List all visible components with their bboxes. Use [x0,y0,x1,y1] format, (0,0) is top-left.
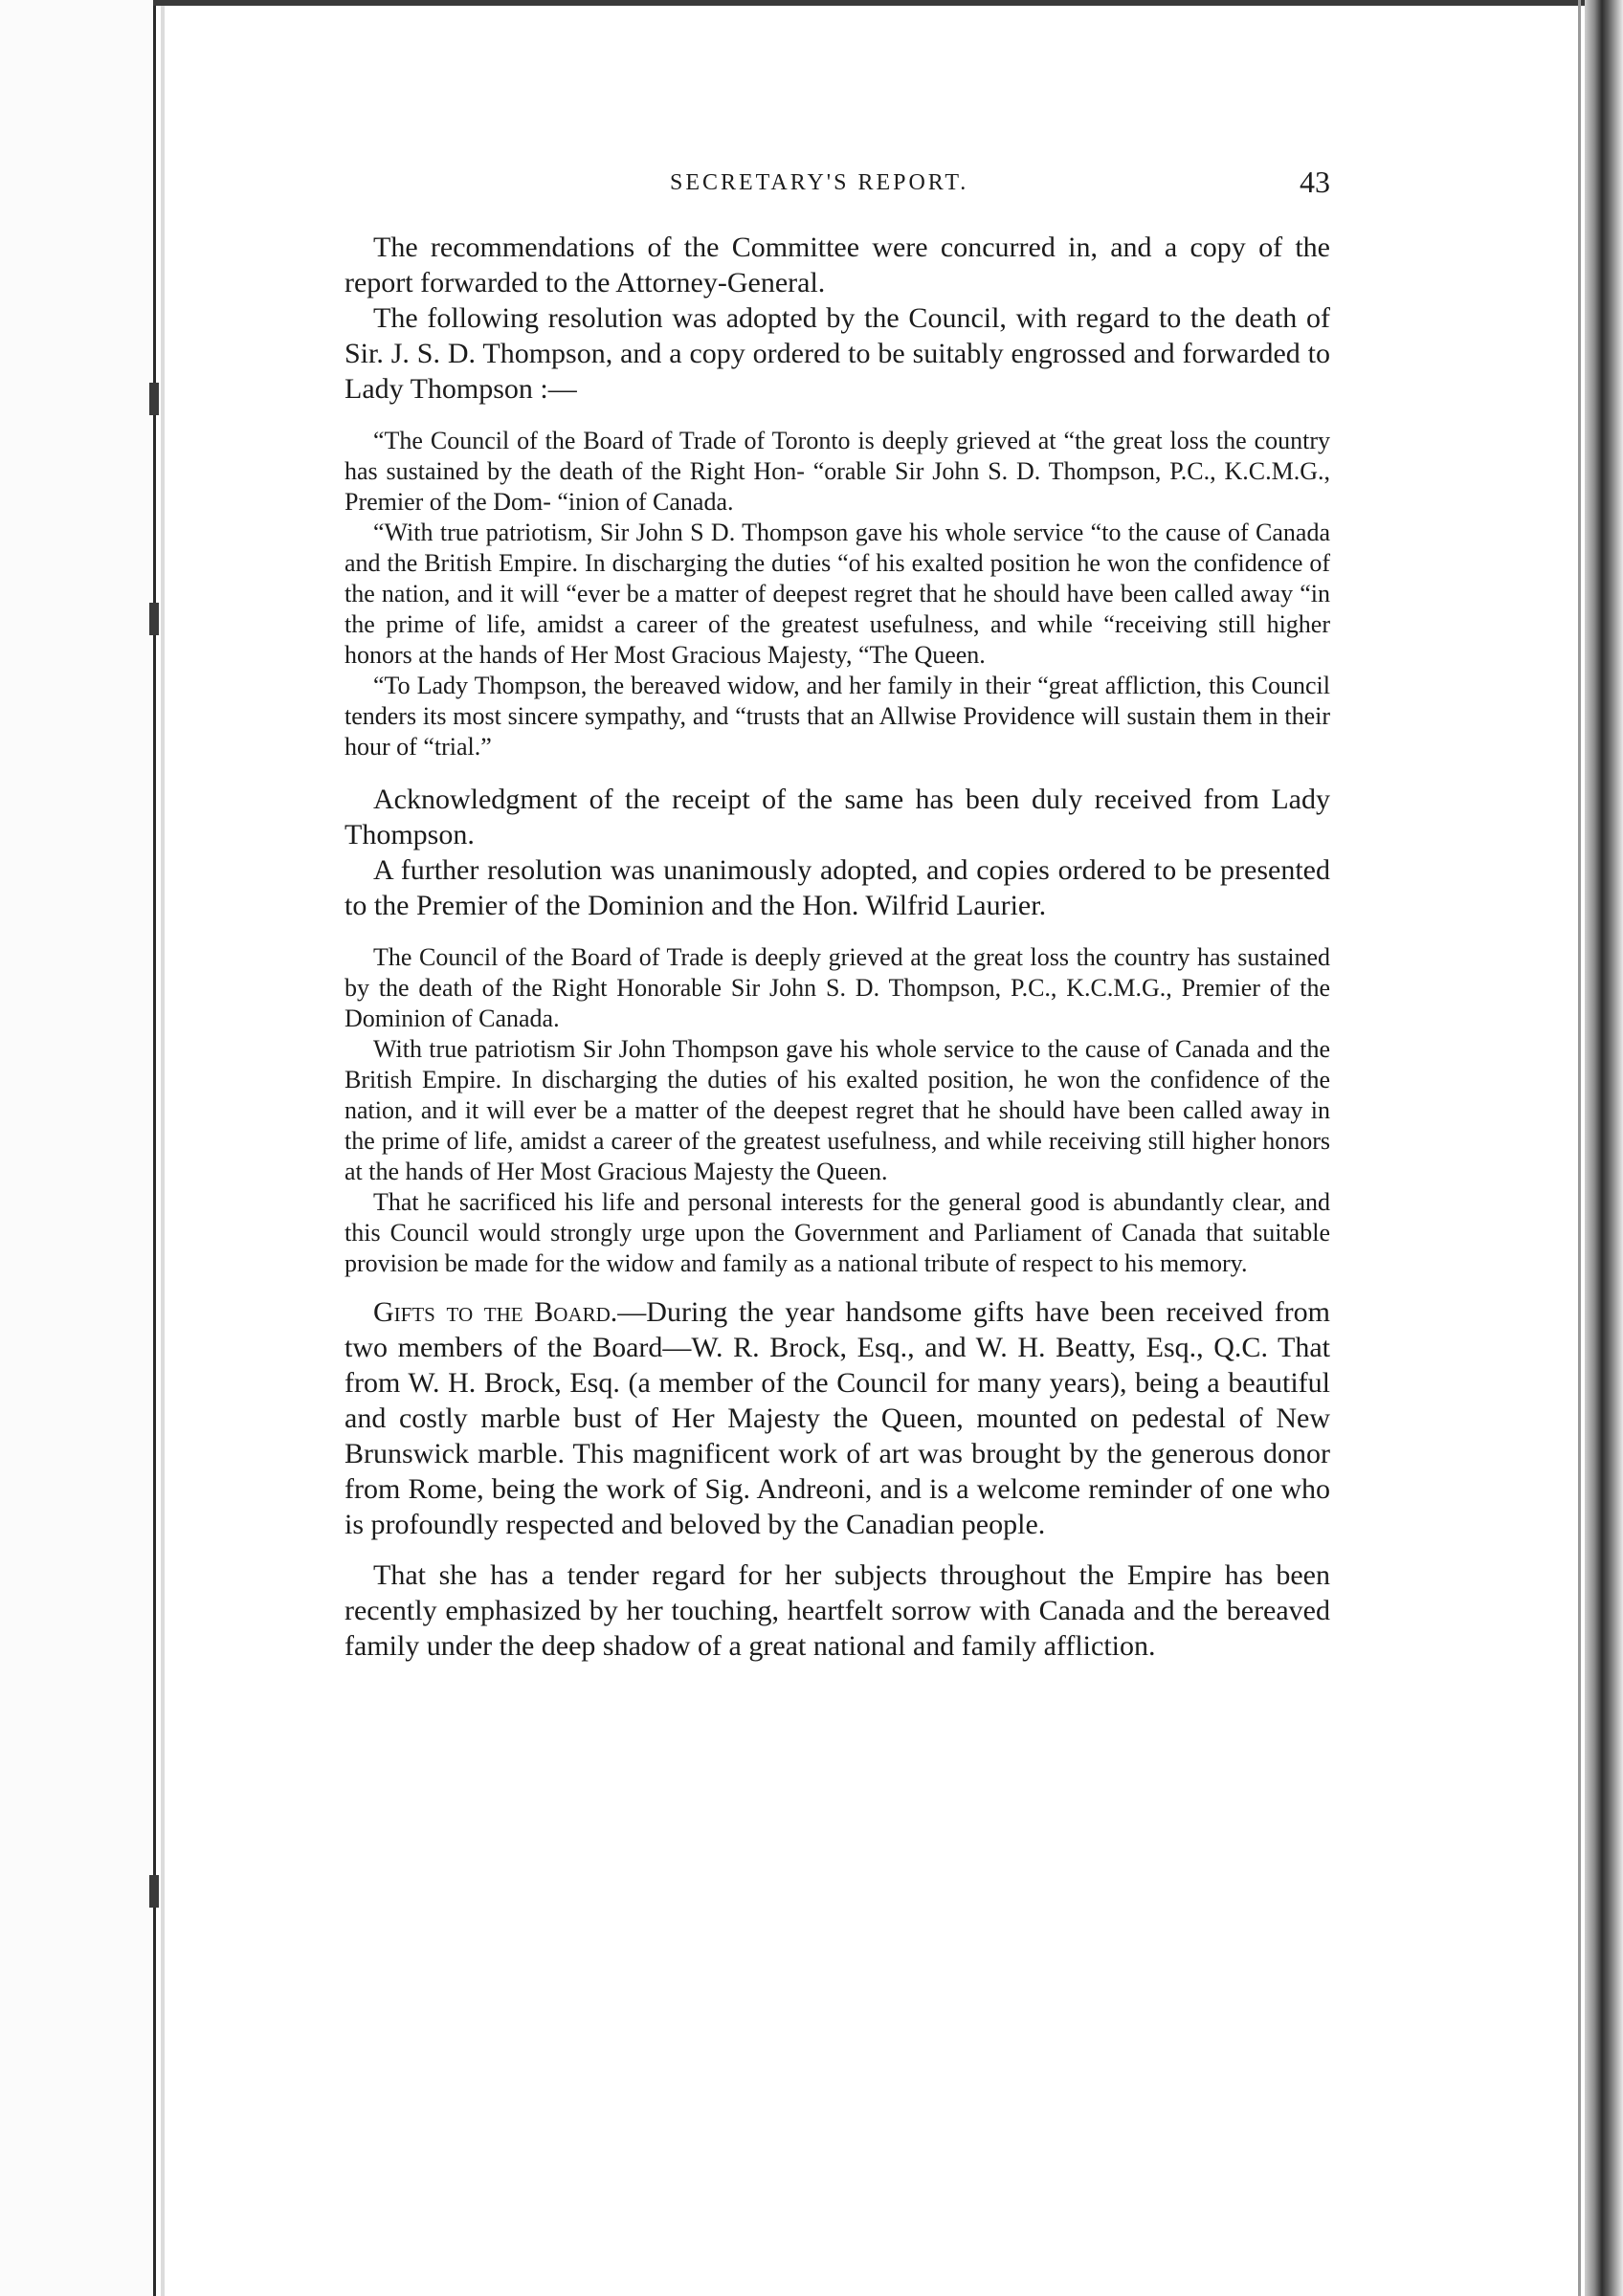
right-page-line [1578,0,1581,2296]
page-number: 43 [1300,165,1330,199]
binding-shadow [161,0,165,2296]
paragraph-resolution-intro: The following resolution was adopted by the Council, with regard to the death of Sir. J. S. D. Thompson, and a copy ordered to be suitably engrossed and forwarded to Lady Thompson :— [345,302,1330,405]
binding-mark [149,383,159,415]
second-resolution-quote [345,942,1330,1279]
paragraph-acknowledgment: Acknowledgment of the receipt of the same has been duly received from Lady Thompson. [345,784,1330,850]
quote-paragraph: “To Lady Thompson, the bereaved widow, and her family in their “great affliction, this Council tenders its most sincere sympathy, and “trusts that an Allwise Providence will sustain them in their hour of “trial.” [345,672,1330,761]
binding-mark [149,603,159,635]
quote-paragraph: “With true patriotism, Sir John S D. Thompson gave his whole service “to the cause of Canada and the British Empire. In discharging the duties “of his exalted position he won the confidence of the nation, and it will “ever be a matter of deepest regret that he should have been called away “in the prime of life, amidst a career of the greatest usefulness, and while “receiving still higher honors at the hands of Her Most Gracious Majesty, “The Queen. [345,519,1330,669]
paragraph-recommendations: The recommendations of the Committee were concurred in, and a copy of the report forwarded to the Attorney-General. [345,232,1330,298]
paragraph-further-resolution: A further resolution was unanimously adopted, and copies ordered to be presented to the Premier of the Dominion and the Hon. Wilfrid Laurier. [345,854,1330,921]
page-content [345,163,1330,1664]
paragraph-queen-regard: That she has a tender regard for her subjects throughout the Empire has been recently emphasized by her touching, heartfelt sorrow with Canada and the bereaved family under the deep shadow of a great national and family affliction. [345,1559,1330,1662]
left-page-margin [0,0,156,2296]
quote-paragraph: The Council of the Board of Trade is deeply grieved at the great loss the country has sustained by the death of the Right Honorable Sir John S. D. Thompson, P.C., K.C.M.G., Premier of the Dominion of Canada. [345,943,1330,1032]
paragraph-gifts [345,1294,1330,1542]
top-page-edge [153,0,1589,6]
binding-mark [149,1875,159,1908]
gifts-text: —During the year handsome gifts have been received from two members of the Board—W. R. Brock, Esq., and W. H. Beatty, Esq., Q.C. That from W. H. Brock, Esq. (a member of the Council for many years), being a beautiful and costly marble bust of Her Majesty the Queen, mounted on pedestal of New Brunswick marble. This magnificent work of art was brought by the generous donor from Rome, being the work of Sig. Andreoni, and is a welcome reminder of one who is profoundly respected and beloved by the Canadian people. [345,1296,1331,1540]
gifts-heading: Gifts to the Board. [373,1296,618,1328]
quote-paragraph: “The Council of the Board of Trade of Toronto is deeply grieved at “the great loss the country has sustained by the death of the Right Hon- “orable Sir John S. D. Thompson, P.C., K.C.M.G., Premier of the Dom- “inion of Canada. [345,427,1330,516]
running-header [345,163,1330,210]
right-page-edge [1585,0,1623,2296]
running-title: SECRETARY'S REPORT. [670,170,969,195]
resolution-quote [345,426,1330,762]
quote-paragraph: With true patriotism Sir John Thompson gave his whole service to the cause of Canada and the British Empire. In discharging the duties of his exalted position, he won the confidence of the nation, and it will ever be a matter of the deepest regret that he should have been called away in the prime of life, amidst a career of the greatest usefulness, and while receiving still higher honors at the hands of Her Most Gracious Majesty the Queen. [345,1035,1330,1185]
quote-paragraph: That he sacrificed his life and personal interests for the general good is abundantly clear, and this Council would strongly urge upon the Government and Parliament of Canada that suitable provision be made for the widow and family as a national tribute of respect to his memory. [345,1188,1330,1277]
